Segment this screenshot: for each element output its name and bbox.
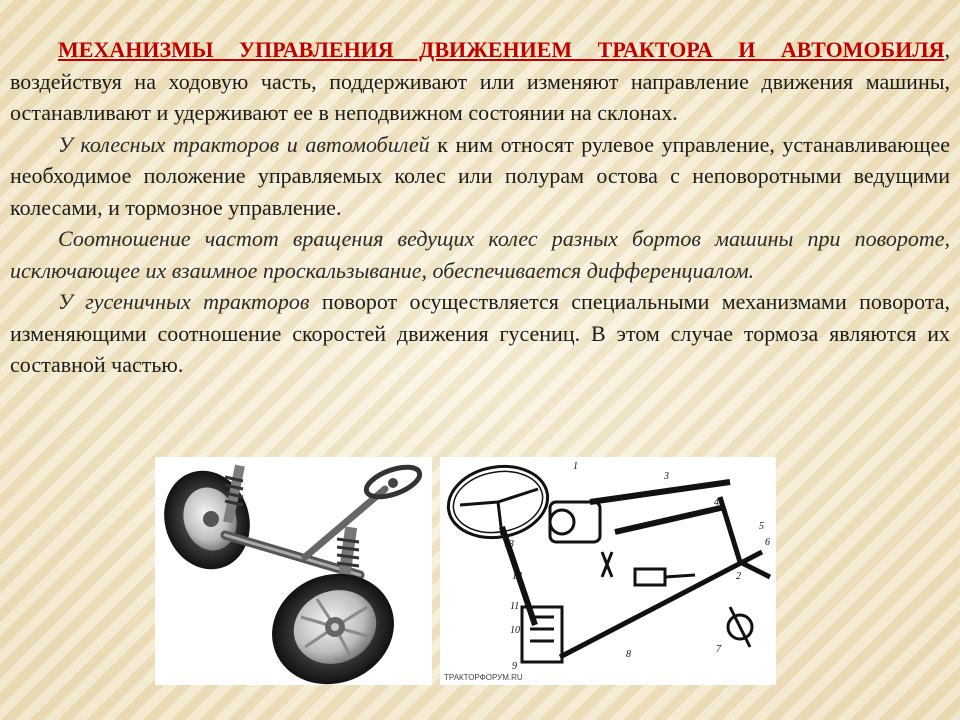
paragraph-3: Соотношение частот вращения ведущих колес разных бортов машины при повороте, исключающее их взаимное проскальзывание, обеспечивается дифференциалом. [10,226,950,283]
slide-text [10,34,950,381]
callout-1: 1 [573,461,578,472]
callout-8: 8 [626,649,631,660]
callout-9: 9 [512,661,517,672]
callout-6: 6 [765,537,770,548]
callout-12: 12 [512,571,522,582]
callout-5: 5 [759,521,764,532]
steering-assembly-illustration [155,457,432,685]
slide-title: МЕХАНИЗМЫ УПРАВЛЕНИЯ ДВИЖЕНИЕМ ТРАКТОРА И АВТОМОБИЛЯ [58,37,945,62]
paragraph-4-text: поворот осуществляется специальными механизмами поворота, изменяющими соотношение скоростей движения гусениц. В этом случае тормоза являются их составной частью. [10,289,950,377]
callout-13: 13 [504,539,514,550]
callout-4: 4 [714,497,719,508]
paragraph-2-text: к ним относят рулевое управление, устанавливающее необходимое положение управляемых колес или полурам остова с неповоротными ведущими колесами, и тормозное управление. [10,131,950,220]
paragraph-4 [10,286,950,381]
paragraph-1 [10,34,950,129]
steering-diagram-illustration [440,457,776,685]
paragraph-2 [10,129,950,224]
callout-10: 10 [510,625,520,636]
callout-3: 3 [664,471,669,482]
steering-assembly-photo [155,457,432,685]
paragraph-2-italic: У колесных тракторов и автомобилей [58,131,430,157]
callout-7: 7 [716,644,721,655]
steering-diagram-photo [440,457,776,685]
callout-11: 11 [510,601,520,612]
paragraph-1-text: , воздействуя на ходовую часть, поддерживают или изменяют направление движения машины, останавливают и удерживают ее в неподвижном состоянии на склонах. [10,37,950,125]
diagram-watermark: ТРАКТОРФОРУМ.RU [444,673,523,682]
callout-2: 2 [736,571,741,582]
paragraph-4-italic: У гусеничных тракторов [58,289,310,314]
